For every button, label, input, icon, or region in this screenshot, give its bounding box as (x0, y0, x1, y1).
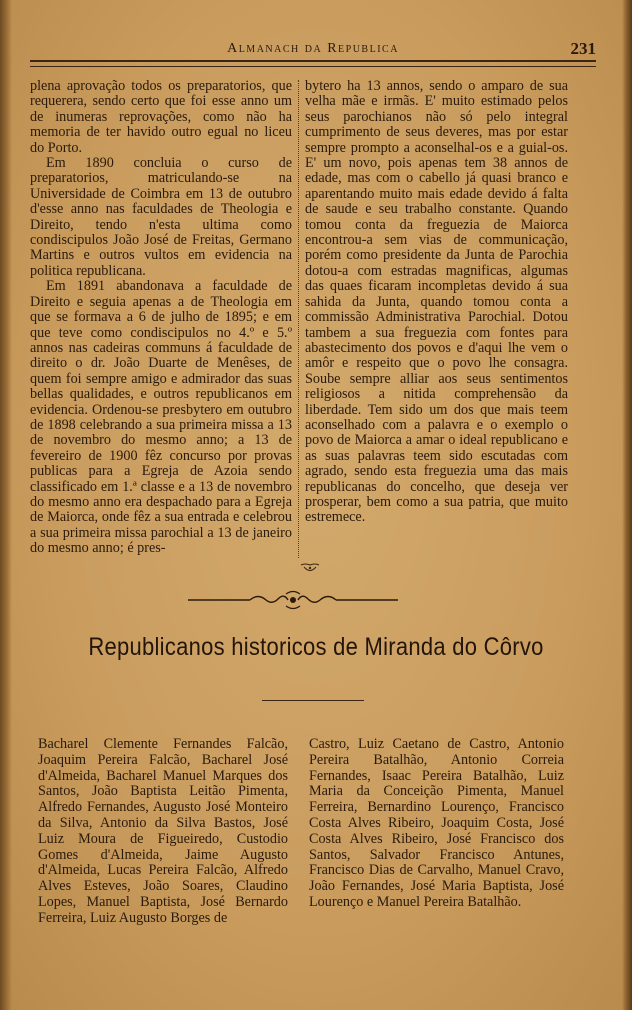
page-right-edge (622, 0, 632, 1010)
page-left-edge (0, 0, 12, 1010)
left-column (30, 79, 292, 557)
title-underline-rule (262, 700, 364, 701)
names-list-right: Castro, Luiz Caetano de Castro, Antonio Pereira Batalhão, Antonio Correia Fernandes, Isaac Pereira Batalhão, Luiz Maria da Conceição Pimenta, Manuel Ferreira, Bernardino Lourenço, Francisco Costa Alves Ribeiro, Joaquim Costa, José Costa Alves Ribeiro, José Francisco dos Santos, Salvador Francisco Antunes, Francisco Dias de Carvalho, Manuel Cravo, João Fernandes, José Maria Baptista, José Lourenço e Manuel Pereira Batalhão. (309, 736, 564, 910)
column-divider (298, 80, 299, 558)
left-paragraph-2: Em 1890 concluia o curso de preparatorios, matriculando-se na Universidade de Coimbra em 13 de outubro d'esse anno nas faculdades de Theologia e Direito, tendo n'esta ultima como condiscipulos João José de Freitas, Germano Martins e outros vultos em evidencia na politica republicana. (30, 155, 292, 279)
left-paragraph-1: plena aprovação todos os preparatorios, que requerera, sendo certo que foi esse anno um de inumeras reprovações, como não ha memoria de ter havido outro egual no liceu do Porto. (30, 78, 292, 156)
section-divider-ornament (188, 590, 398, 610)
running-title: Almanach da Republica (227, 41, 399, 56)
page-header (30, 38, 596, 66)
page-number: 231 (570, 39, 596, 58)
small-vignette-ornament (300, 562, 320, 574)
names-list-left: Bacharel Clemente Fernandes Falcão, Joaquim Pereira Falcão, Bacharel José d'Almeida, Bacharel Manuel Marques dos Santos, João Baptista Leitão Pimenta, Alfredo Fernandes, Augusto José Monteiro da Silva, Antonio da Silva Bastos, José Luiz Moura de Figueiredo, Custodio Gomes d'Almeida, Jaime Augusto d'Almeida, Lucas Pereira Falcão, Alfredo Alves Esteves, João Soares, Claudino Lopes, Manuel Baptista, José Bernardo Ferreira, Luiz Augusto Borges de (38, 736, 288, 926)
left-paragraph-3: Em 1891 abandonava a faculdade de Direito e seguia apenas a de Theologia em que se formava a 6 de julho de 1895; e em que teve como condiscipulos no 4.º e 5.º annos nas cadeiras communs á faculdade de direito o dr. João Duarte de Menêses, de quem foi sempre amigo e admirador das suas bellas qualidades, e outros republicanos em evidencia. Ordenou-se presbytero em outubro de 1898 celebrando a sua primeira missa a 13 de novembro do mesmo anno; a 13 de fevereiro de 1900 fêz concurso por provas publicas para a Egreja de Azoia sendo classificado em 1.ª classe e a 13 de novembro do mesmo anno era despachado para a Egreja de Maiorca, onde fêz a sua entrada e celebrou a sua primeira missa parochial a 13 de janeiro do mesmo anno; é pres- (30, 278, 292, 557)
header-rule (30, 60, 596, 67)
section-title: Republicanos historicos de Miranda do Côrvo (88, 633, 544, 661)
right-column (305, 79, 568, 526)
right-paragraph-1: bytero ha 13 annos, sendo o amparo de sua velha mãe e irmãs. E' muito estimado pelos seus parochianos não só pelo integral cumprimento de seus deveres, mas por estar sempre prompto a aconselhal-os e a guial-os. E' um novo, pois apenas tem 38 annos de edade, mas com o cabello já quasi branco e aparentando muito mais edade devido á falta de saude e seu trabalho constante. Quando tomou conta da freguezia de Maiorca encontrou-a sem vias de communicação, porém como presidente da Junta de Parochia dotou-a com estradas magnificas, algumas das quaes ficaram incompletas devido á sua sahida da Junta, quando tomou conta a commissão Administrativa Parochial. Dotou tambem a sua freguezia com fontes para abastecimento dos povos e d'aqui lhe vem o amôr e respeito que o povo lhe consagra. Soube sempre alliar aos seus sentimentos religiosos a nitida comprehensão da liberdade. Tem sido um dos que mais teem aconselhado com a palavra e o exemplo o povo de Maiorca a amar o ideal republicano e as suas palavras teem sido escutadas com agrado, sendo esta freguezia uma das mais republicanas do concelho, que deseja ver prosperar, bem como a sua patria, que muito estremece. (305, 78, 568, 526)
